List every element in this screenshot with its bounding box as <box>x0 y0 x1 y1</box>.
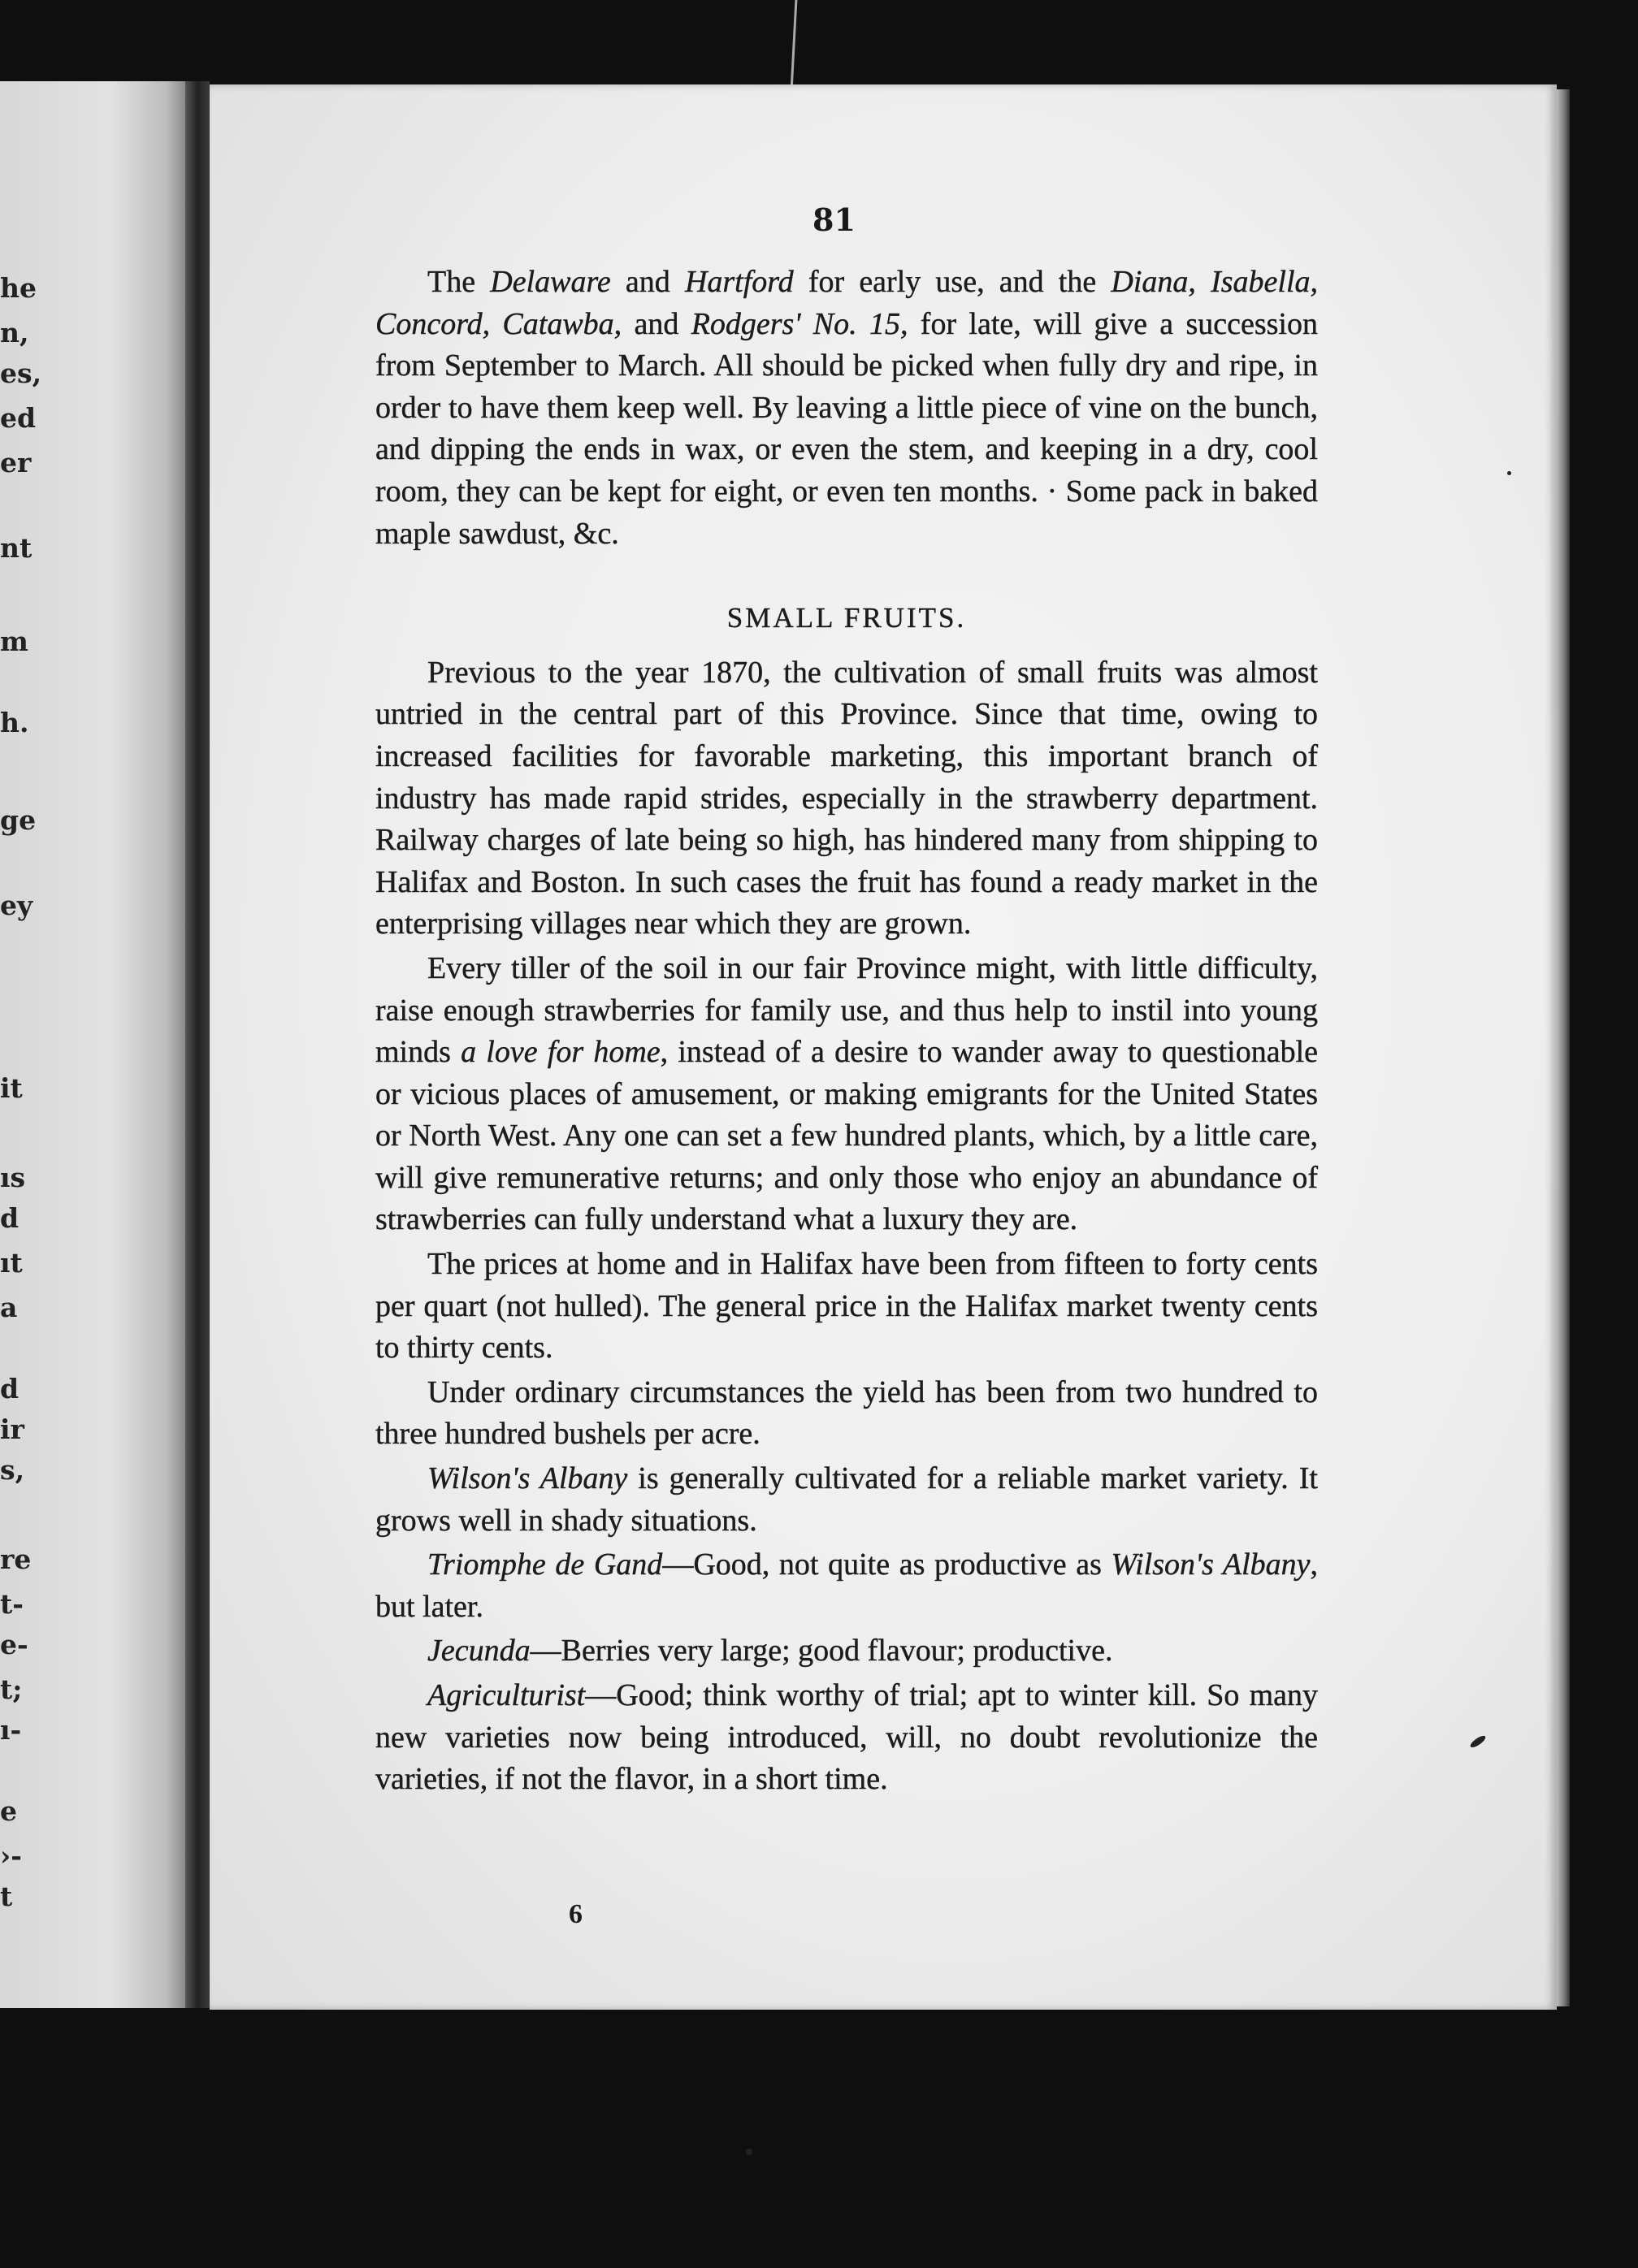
paragraph: Triomphe de Gand—Good, not quite as productive as Wilson's Albany, but later. <box>375 1547 1319 1624</box>
paragraph: Previous to the year 1870, the cultivation of small fruits was almost untried in the central part of this Province. Since that time, owing to increased facilities for favorable marketing, this important branch of industry has made rapid strides, especially in the strawberry department. Railway charges of late being so high, has hindered many from shipping to Halifax and Boston. In such cases the fruit has found a ready market in the enterprising villages near which they are grown. <box>375 655 1318 941</box>
left-fragment: ir <box>0 1413 24 1445</box>
left-fragment: s, <box>0 1454 25 1486</box>
paragraph: Jecunda—Berries very large; good flavour; productive. <box>427 1634 1113 1669</box>
left-fragment: ıs <box>0 1162 26 1193</box>
left-fragment: e- <box>0 1629 28 1660</box>
left-fragment: ı- <box>0 1714 22 1746</box>
left-fragment: it <box>0 1072 23 1104</box>
left-fragment: t- <box>0 1588 24 1620</box>
left-fragment: ge <box>0 804 37 836</box>
left-fragment: h. <box>0 707 29 738</box>
paragraph: Under ordinary circumstances the yield has been from two hundred to three hundred bushels per acre. <box>375 1374 1318 1452</box>
page-edge-shadow <box>1557 89 1570 2006</box>
signature-mark: 6 <box>569 1899 583 1929</box>
ink-speck <box>746 2149 752 2155</box>
intro-paragraph: The Delaware and Hartford for early use, and the Diana, Isabella, Concord, Catawba, and Rodgers' No. 15, for late, will give a succession from September to March. All should be picked when fully dry and ripe, in order to have them keep well. By leaving a little piece of vine on the bunch, and dipping the ends in wax, or even the stem, and keeping in a dry, cool room, they can be kept for eight, or even ten months. · Some pack in baked maple sawdust, &c. <box>375 265 1319 551</box>
left-fragment: t; <box>0 1673 23 1705</box>
paragraph: The prices at home and in Halifax have been from fifteen to forty cents per quart (not hulled). The general price in the Halifax market twenty cents to thirty cents. <box>375 1247 1318 1366</box>
left-fragment: ›- <box>0 1840 22 1872</box>
left-fragment: e <box>0 1795 17 1827</box>
left-fragment: n, <box>0 317 29 348</box>
page-text <box>375 262 1318 1803</box>
left-fragment: a <box>0 1292 18 1323</box>
paragraph: Every tiller of the soil in our fair Province might, with little difficulty, raise enough strawberries for family use, and thus help to instil into young minds a love for home, instead of a desire to wander away to questionable or vicious places of amusement, or making emigrants for the United States or North West. Any one can set a few hundred plants, which, by a little care, will give remunerative returns; and only those who enjoy an abundance of strawberries can fully understand what a luxury they are. <box>375 950 1318 1237</box>
ink-speck <box>1507 471 1511 475</box>
left-fragment: nt <box>0 532 32 564</box>
left-fragment: er <box>0 447 32 478</box>
left-fragment: he <box>0 272 37 304</box>
left-fragment: ey <box>0 889 33 921</box>
left-fragment: t <box>0 1881 13 1912</box>
book-gutter <box>185 81 210 2008</box>
left-fragment: re <box>0 1543 32 1575</box>
section-heading: SMALL FRUITS. <box>726 602 967 634</box>
left-fragment: ed <box>0 402 37 434</box>
paragraph: Agriculturist—Good; think worthy of trial; apt to winter kill. So many new varieties now being introduced, will, no doubt revolutionize the varieties, if not the flavor, in a short time. <box>375 1678 1318 1797</box>
page-number: 81 <box>812 201 856 238</box>
left-fragment: d <box>0 1202 20 1234</box>
left-fragment: d <box>0 1373 20 1405</box>
adjacent-page-edge <box>0 81 185 2008</box>
paragraph: Wilson's Albany is generally cultivated for a reliable market variety. It grows well in shady situations. <box>375 1461 1318 1538</box>
left-fragment: ıt <box>0 1247 23 1279</box>
left-fragment: es, <box>0 357 42 389</box>
left-fragment: m <box>0 625 28 657</box>
